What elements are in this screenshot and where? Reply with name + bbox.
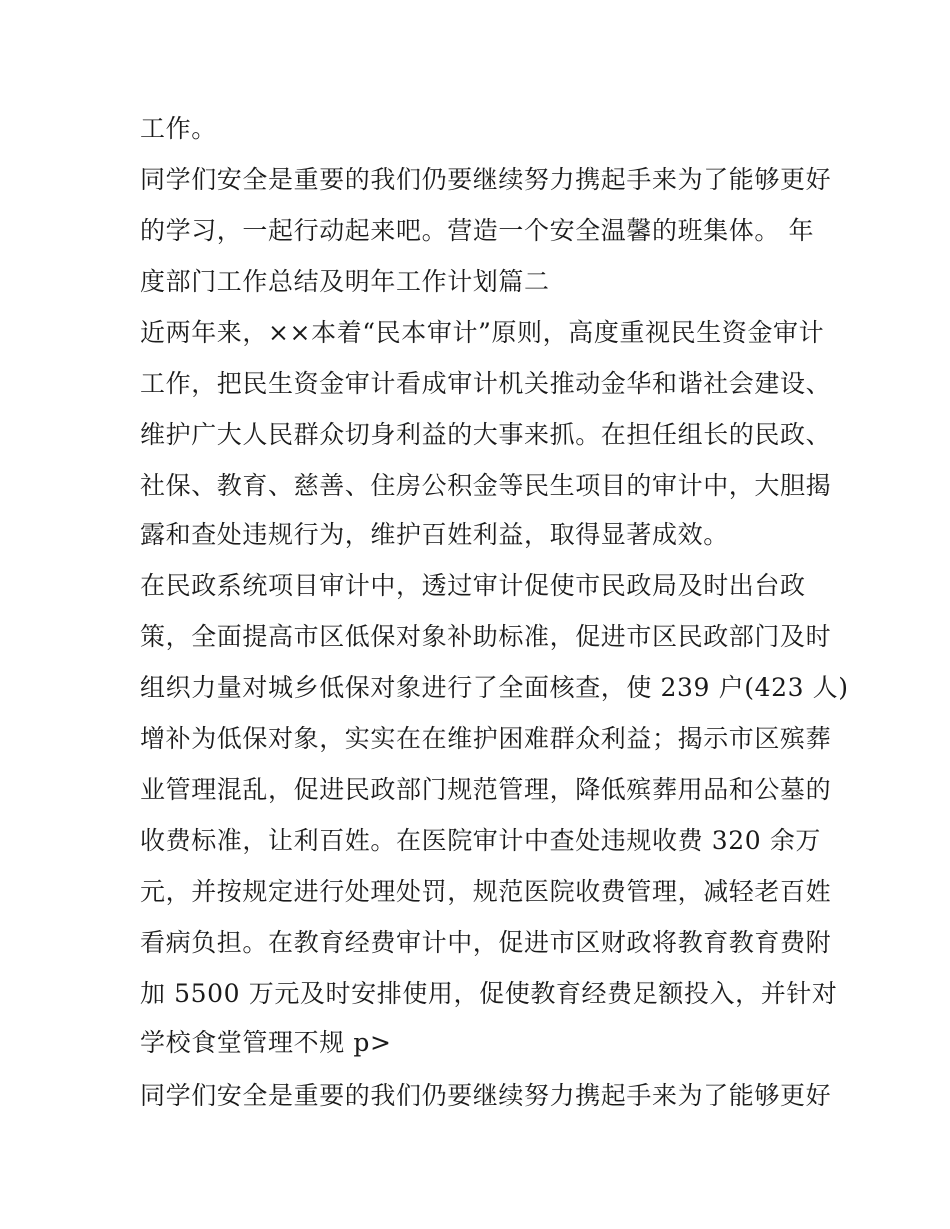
text-line: 增补为低保对象，实实在在维护困难群众利益；揭示市区殡葬: [140, 724, 832, 753]
text-line: 学校食堂管理不规 p>: [140, 1028, 392, 1057]
text-line: 收费标准，让利百姓。在医院审计中查处违规收费 320 余万: [140, 826, 822, 855]
text-line: 同学们安全是重要的我们仍要继续努力携起手来为了能够更好: [140, 1081, 832, 1110]
text-line: 社保、教育、慈善、住房公积金等民生项目的审计中，大胆揭: [140, 471, 832, 500]
text-line: 加 5500 万元及时安排使用，促使教育经费足额投入，并针对: [140, 979, 838, 1008]
text-line: 业管理混乱，促进民政部门规范管理，降低殡葬用品和公墓的: [140, 775, 832, 804]
text-line: 策，全面提高市区低保对象补助标准，促进市区民政部门及时: [140, 622, 832, 651]
text-line: 的学习，一起行动起来吧。营造一个安全温馨的班集体。 年: [140, 216, 815, 245]
text-line: 元，并按规定进行处理处罚，规范医院收费管理，减轻老百姓: [140, 877, 832, 906]
text-line: 维护广大人民群众切身利益的大事来抓。在担任组长的民政、: [140, 420, 832, 449]
text-line: 工作。: [140, 114, 217, 143]
text-line: 露和查处违规行为，维护百姓利益，取得显著成效。: [140, 520, 729, 549]
text-line: 看病负担。在教育经费审计中，促进市区财政将教育教育费附: [140, 928, 832, 957]
text-line: 工作，把民生资金审计看成审计机关推动金华和谐社会建设、: [140, 369, 832, 398]
text-line: 组织力量对城乡低保对象进行了全面核查，使 239 户(423 人): [140, 673, 849, 702]
text-line: 在民政系统项目审计中，透过审计促使市民政局及时出台政: [140, 571, 806, 600]
text-line: 近两年来，××本着“民本审计”原则，高度重视民生资金审计: [140, 318, 825, 347]
text-line: 度部门工作总结及明年工作计划篇二: [140, 267, 550, 296]
text-line: 同学们安全是重要的我们仍要继续努力携起手来为了能够更好: [140, 165, 832, 194]
